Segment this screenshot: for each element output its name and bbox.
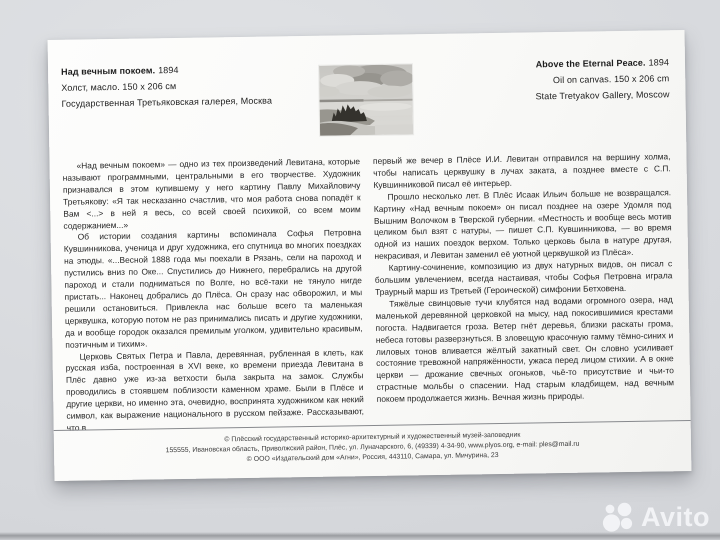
card-header [61, 54, 670, 140]
painting-museum-ru: Государственная Третьяковская галерея, Москва [61, 95, 273, 109]
body-paragraph: Об истории создания картины вспоминала Софья Петровна Кувшинникова, ученица и друг художника, его спутница во многих поездках на этюды. «...Весной 1888 года мы поехали в Рязань, сели на пароход и пустились вниз по Оке... Спустились до Нижнего, перебрались на другой пароход и стали подниматься по Волге, но всё-таки не тянуло нигде пристать... Наконец добрались до Плёса. Он сразу нас обворожил, и мы решили остановиться. Привлекла нас больше всего та маленькая церквушка, которую потом не раз принимались писать и другие художники, да и вообще городок оказался премилым уголком, удивительно красивым, поэтичным и тихим». [63, 227, 363, 350]
body-paragraph: «Над вечным покоем» — одно из тех произведений Левитана, которые называют программными, центральными в его творчестве. Художник признавался в этом купившему у него картину Павлу Михайловичу Третьякову: «Я так несказанно счастлив, что моя работа снова попадёт к Вам <...> в ней я весь, со всей своей психикой, со всем моим содержанием...» [62, 156, 361, 231]
painting-medium-ru: Холст, масло. 150 х 206 см [61, 81, 177, 93]
body-column-right [373, 151, 675, 429]
painting-year: 1894 [158, 64, 179, 76]
body-paragraph: Картину-сочинение, композицию из двух натурных видов, он писал с большим увлечением, всегда настаивая, чтобы Софья Петровна играла Траурный марш из Третьей (Героической) симфонии Бетховена. [374, 258, 673, 297]
painting-reproduction [319, 64, 413, 135]
footer-publisher: © ООО «Издательский дом «Агни», Россия, 443110, Самара, ул. Мичурина, 23 [246, 451, 499, 463]
landscape-painting-image [319, 64, 413, 135]
painting-medium-en: Oil on canvas. 150 x 206 cm [552, 73, 670, 86]
footer-museum-copyright: © Плёсский государственный историко-архитектурный и художественный музей-заповедник [224, 431, 521, 444]
table-edge-shadow [0, 532, 720, 540]
body-paragraph: Церковь Святых Петра и Павла, деревянная, рубленная в клеть, как русская изба, построенная в XVI веке, ко времени приезда Левитана в Плёс давно уже из-за ветхости была закрыта на замок. Службы проводились в стоявшем поблизости каменном храме. Были в Плёсе и другие церкви, но именно эта, очевидно, воспринята художником как некий символ, как выражение национального в русском пейзаже. Рассказывают, что в [65, 346, 365, 433]
card-footer [64, 428, 681, 468]
avito-watermark-label: Avito [641, 502, 710, 532]
footer-museum-address: 155555, Ивановская область, Приволжский район, Плёс, ул. Луначарского, 6, (49339) 4-34-90, www.plyos.org, e-mail: ples@mail.ru [165, 440, 580, 455]
painting-museum-en: State Tretyakov Gallery, Moscow [535, 89, 670, 102]
body-paragraph: Тяжёлые свинцовые тучи клубятся над водами огромного озера, над маленькой деревянной церковкой на мысу, над покосившимися крестами погоста. Надвигается гроза. Ветер гнёт деревья, близки раскаты грома, небеса готовы разверзнуться. В зловещую красочную гамму тёмно-синих и лиловых тонов вливается жёлтый закатный свет. Он словно усиливает состояние тревожной напряжённости, ужаса перед лицом стихии. А в окне церкви — дрожание свечных огоньков, чьё-то присутствие и чьи-то страстные мольбы о спасении. Над старым кладбищем, над вечным покоем продолжается жизнь. Вечная жизнь природы. [375, 294, 675, 405]
body-column-left [62, 156, 364, 434]
museum-card [48, 30, 692, 481]
body-paragraph: первый же вечер в Плёсе И.И. Левитан отправился на вершину холма, чтобы написать церквушку в лучах заката, а позднее вместе с С.П. Кувшинниковой писал её интерьер. [372, 151, 671, 190]
avito-logo-icon [602, 502, 636, 533]
caption-english [421, 54, 669, 106]
caption-russian [61, 60, 309, 112]
painting-title-en: Above the Eternal Peace. [535, 57, 646, 70]
body-paragraph: Прошло несколько лет. В Плёс Исаак Ильич больше не возвращался. Картину «Над вечным покоем» он писал позднее на озере Удомля под Вышним Волочком в Тверской губернии. «Местность и вообще весь мотив целиком был взят с натуры, — пишет С.П. Кувшинникова, — во время одной из наших поездок верхом. Только церковь была в натуре другая, некрасивая, и Левитан заменил её уютной церквушкой из Плёса». [373, 186, 672, 262]
avito-watermark [602, 502, 710, 533]
painting-year-en: 1894 [648, 57, 670, 68]
body-text [62, 151, 674, 434]
painting-title-ru: Над вечным покоем. [60, 65, 156, 77]
